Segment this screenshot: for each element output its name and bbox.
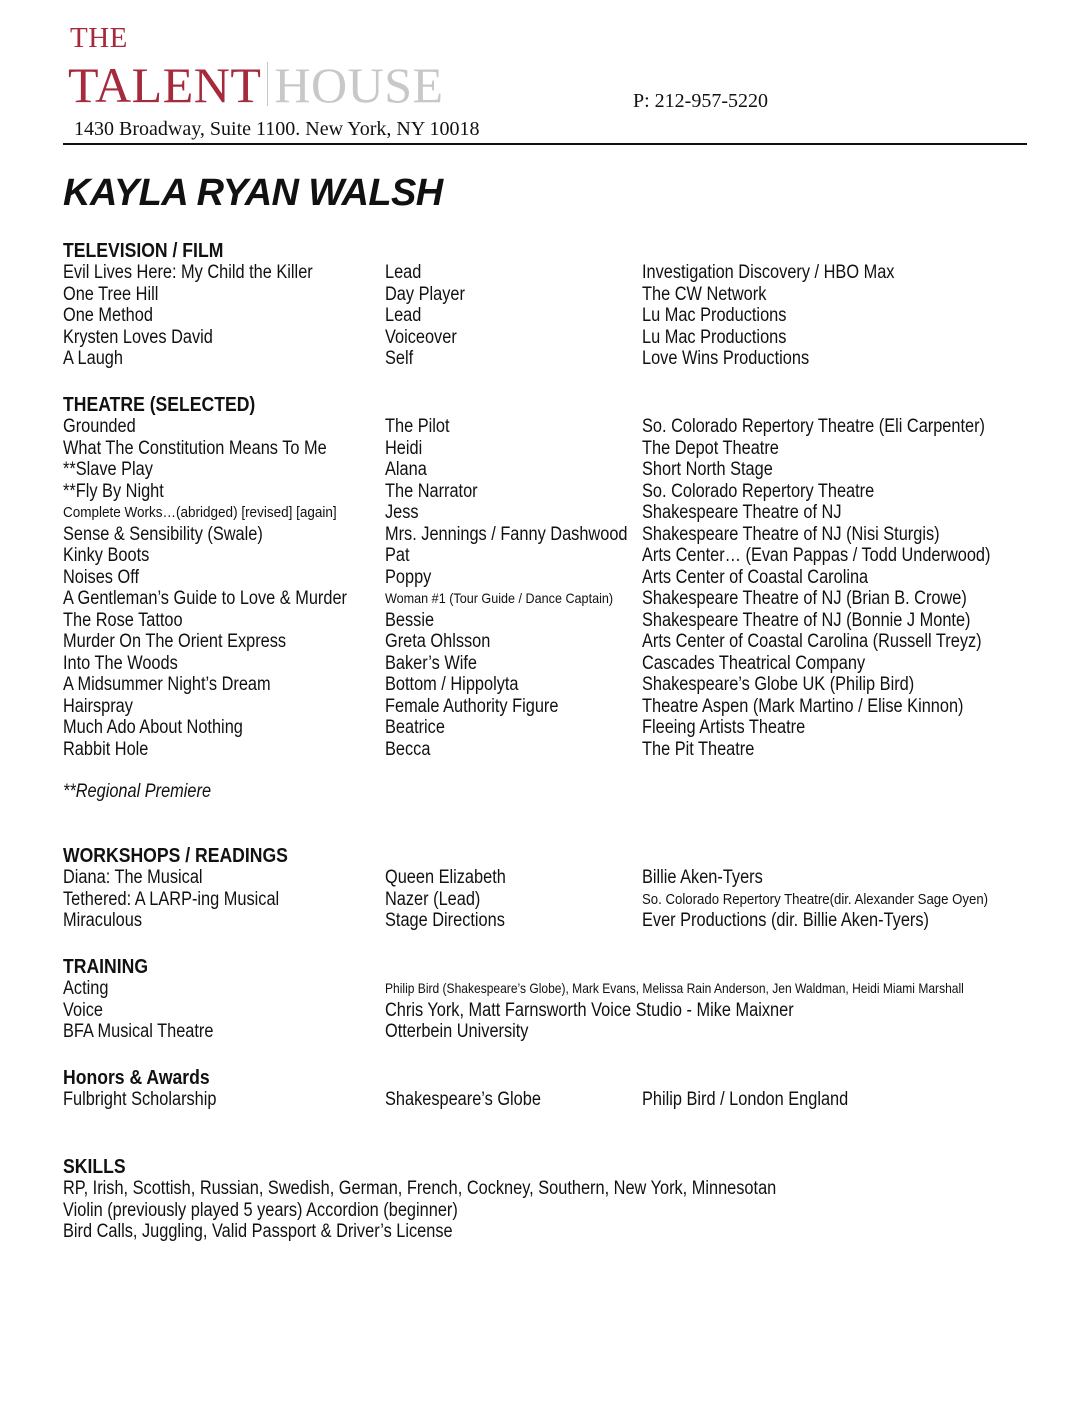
training-row — [63, 978, 1043, 1000]
logo-the: THE — [70, 22, 128, 54]
actor-name: KAYLA RYAN WALSH — [63, 172, 443, 214]
credit-role: Pat — [385, 545, 410, 566]
skill-line: Violin (previously played 5 years) Accordion (beginner) — [63, 1199, 458, 1221]
honor-row — [63, 1089, 1043, 1111]
credit-row — [63, 524, 1043, 546]
credit-role: Lead — [385, 262, 422, 283]
credit-company: Short North Stage — [642, 459, 773, 480]
credit-company: Fleeing Artists Theatre — [642, 717, 806, 738]
credit-project: Sense & Sensibility (Swale) — [63, 523, 263, 545]
credit-project: One Method — [63, 305, 153, 326]
credit-role: Heidi — [385, 437, 423, 459]
credit-project: The Rose Tattoo — [63, 609, 183, 631]
credit-row — [63, 717, 1043, 739]
credit-row — [63, 305, 1043, 327]
training-area: BFA Musical Theatre — [63, 1021, 214, 1042]
training-instructors: Otterbein University — [385, 1021, 529, 1042]
training-section — [63, 956, 1043, 1043]
training-instructors: Chris York, Matt Farnsworth Voice Studio - Mike Maixner — [385, 999, 794, 1021]
credit-project: Noises Off — [63, 566, 139, 588]
section-title: TRAINING — [63, 956, 149, 978]
credit-row — [63, 284, 1043, 306]
credit-row — [63, 502, 1043, 524]
credit-project: What The Constitution Means To Me — [63, 437, 327, 459]
credit-project: Grounded — [63, 416, 136, 437]
section-title: WORKSHOPS / READINGS — [63, 845, 288, 867]
credit-company: Investigation Discovery / HBO Max — [642, 262, 895, 283]
credit-project: A Gentleman’s Guide to Love & Murder — [63, 588, 347, 609]
credit-company: Ever Productions (dir. Billie Aken-Tyers) — [642, 910, 929, 931]
credit-project: A Laugh — [63, 348, 123, 369]
credit-role: The Pilot — [385, 416, 450, 437]
logo-talent: TALENT — [68, 57, 262, 113]
section-title: Honors & Awards — [63, 1067, 210, 1089]
skill-line: Bird Calls, Juggling, Valid Passport & Driver’s License — [63, 1221, 453, 1242]
credit-project: Krysten Loves David — [63, 326, 213, 348]
agency-address: 1430 Broadway, Suite 1100. New York, NY 10018 — [74, 118, 480, 140]
credit-row — [63, 438, 1043, 460]
credit-row — [63, 889, 1043, 911]
credit-role: Jess — [385, 502, 419, 523]
credit-role: Queen Elizabeth — [385, 867, 506, 888]
credit-company: The Depot Theatre — [642, 437, 779, 459]
training-row — [63, 1021, 1043, 1043]
credit-role: Stage Directions — [385, 910, 505, 931]
credit-company: So. Colorado Repertory Theatre — [642, 480, 875, 502]
training-area: Acting — [63, 978, 109, 999]
logo — [68, 57, 444, 113]
credit-project: Much Ado About Nothing — [63, 717, 243, 738]
credit-row — [63, 416, 1043, 438]
honor-detail: Philip Bird / London England — [642, 1089, 849, 1110]
credit-row — [63, 739, 1043, 761]
credit-row — [63, 327, 1043, 349]
credit-row — [63, 567, 1043, 589]
credit-role: Bessie — [385, 609, 435, 631]
credit-company: Shakespeare Theatre of NJ (Brian B. Crowe) — [642, 588, 967, 609]
credit-project: Kinky Boots — [63, 545, 150, 566]
credit-row — [63, 262, 1043, 284]
theatre-section — [63, 394, 1043, 760]
credit-role: Woman #1 (Tour Guide / Dance Captain) — [385, 590, 614, 606]
training-area: Voice — [63, 999, 103, 1021]
credit-row — [63, 545, 1043, 567]
credit-row — [63, 588, 1043, 610]
training-row — [63, 1000, 1043, 1022]
credit-project: A Midsummer Night’s Dream — [63, 674, 271, 695]
credit-company: Shakespeare Theatre of NJ (Bonnie J Monte) — [642, 609, 971, 631]
credit-role: Beatrice — [385, 717, 445, 738]
credit-row — [63, 674, 1043, 696]
credit-company: Lu Mac Productions — [642, 305, 787, 326]
credit-row — [63, 867, 1043, 889]
honor-institution: Shakespeare’s Globe — [385, 1089, 541, 1110]
credit-company: Arts Center… (Evan Pappas / Todd Underwood) — [642, 545, 991, 566]
credit-project: One Tree Hill — [63, 283, 159, 305]
credit-row — [63, 348, 1043, 370]
credit-company: Shakespeare Theatre of NJ (Nisi Sturgis) — [642, 523, 940, 545]
credit-row — [63, 610, 1043, 632]
credit-company: The CW Network — [642, 283, 767, 305]
credit-project: Into The Woods — [63, 652, 178, 674]
credit-company: Shakespeare’s Globe UK (Philip Bird) — [642, 674, 915, 695]
credit-company: Billie Aken-Tyers — [642, 867, 763, 888]
credit-project: **Fly By Night — [63, 480, 164, 502]
credit-project: Hairspray — [63, 695, 133, 717]
regional-premiere-footnote: **Regional Premiere — [63, 781, 212, 802]
credit-company: So. Colorado Repertory Theatre(dir. Alexander Sage Oyen) — [642, 890, 989, 908]
credit-company: Love Wins Productions — [642, 348, 810, 369]
section-title: SKILLS — [63, 1156, 126, 1178]
credit-project: **Slave Play — [63, 459, 153, 480]
credit-row — [63, 631, 1043, 653]
honor-name: Fulbright Scholarship — [63, 1089, 217, 1110]
skills-section — [63, 1156, 1043, 1243]
credit-role: Alana — [385, 459, 427, 480]
credit-role: Becca — [385, 738, 431, 760]
credit-company: Arts Center of Coastal Carolina — [642, 566, 869, 588]
credit-company: So. Colorado Repertory Theatre (Eli Carpenter) — [642, 416, 986, 437]
credit-project: Evil Lives Here: My Child the Killer — [63, 262, 313, 283]
credit-company: Theatre Aspen (Mark Martino / Elise Kinnon) — [642, 695, 964, 717]
skill-line: RP, Irish, Scottish, Russian, Swedish, German, French, Cockney, Southern, New York, Minnesotan — [63, 1178, 777, 1199]
credit-project: Tethered: A LARP-ing Musical — [63, 888, 280, 910]
credit-role: Lead — [385, 305, 422, 326]
logo-house: HOUSE — [274, 57, 444, 113]
credit-company: Cascades Theatrical Company — [642, 652, 866, 674]
credit-company: Shakespeare Theatre of NJ — [642, 502, 842, 523]
credit-role: Bottom / Hippolyta — [385, 674, 519, 695]
credit-row — [63, 481, 1043, 503]
credit-row — [63, 459, 1043, 481]
credit-row — [63, 910, 1043, 932]
credit-company: Arts Center of Coastal Carolina (Russell Treyz) — [642, 631, 982, 652]
credit-project: Rabbit Hole — [63, 738, 149, 760]
credit-role: Baker’s Wife — [385, 652, 478, 674]
credit-project: Murder On The Orient Express — [63, 631, 287, 652]
header-divider — [63, 143, 1027, 145]
credit-role: Nazer (Lead) — [385, 888, 481, 910]
credit-role: Mrs. Jennings / Fanny Dashwood — [385, 523, 628, 545]
agency-phone: P: 212-957-5220 — [633, 90, 768, 112]
training-instructors: Philip Bird (Shakespeare’s Globe), Mark Evans, Melissa Rain Anderson, Jen Waldman, Heidi Miami Marshall — [385, 980, 964, 996]
credit-company: Lu Mac Productions — [642, 326, 787, 348]
credit-role: The Narrator — [385, 480, 478, 502]
credit-company: The Pit Theatre — [642, 738, 755, 760]
credit-project: Diana: The Musical — [63, 867, 203, 888]
workshops-section — [63, 845, 1043, 932]
television-film-section — [63, 240, 1043, 370]
credit-row — [63, 653, 1043, 675]
credit-row — [63, 696, 1043, 718]
credit-role: Voiceover — [385, 326, 457, 348]
logo-divider — [267, 62, 268, 106]
credit-role: Greta Ohlsson — [385, 631, 491, 652]
section-title: THEATRE (SELECTED) — [63, 394, 256, 416]
honors-section — [63, 1067, 1043, 1111]
credit-role: Poppy — [385, 566, 432, 588]
credit-project: Miraculous — [63, 910, 143, 931]
credit-project: Complete Works…(abridged) [revised] [again] — [63, 504, 337, 521]
credit-role: Day Player — [385, 283, 465, 305]
credit-role: Self — [385, 348, 414, 369]
section-title: TELEVISION / FILM — [63, 240, 224, 262]
credit-role: Female Authority Figure — [385, 695, 559, 717]
